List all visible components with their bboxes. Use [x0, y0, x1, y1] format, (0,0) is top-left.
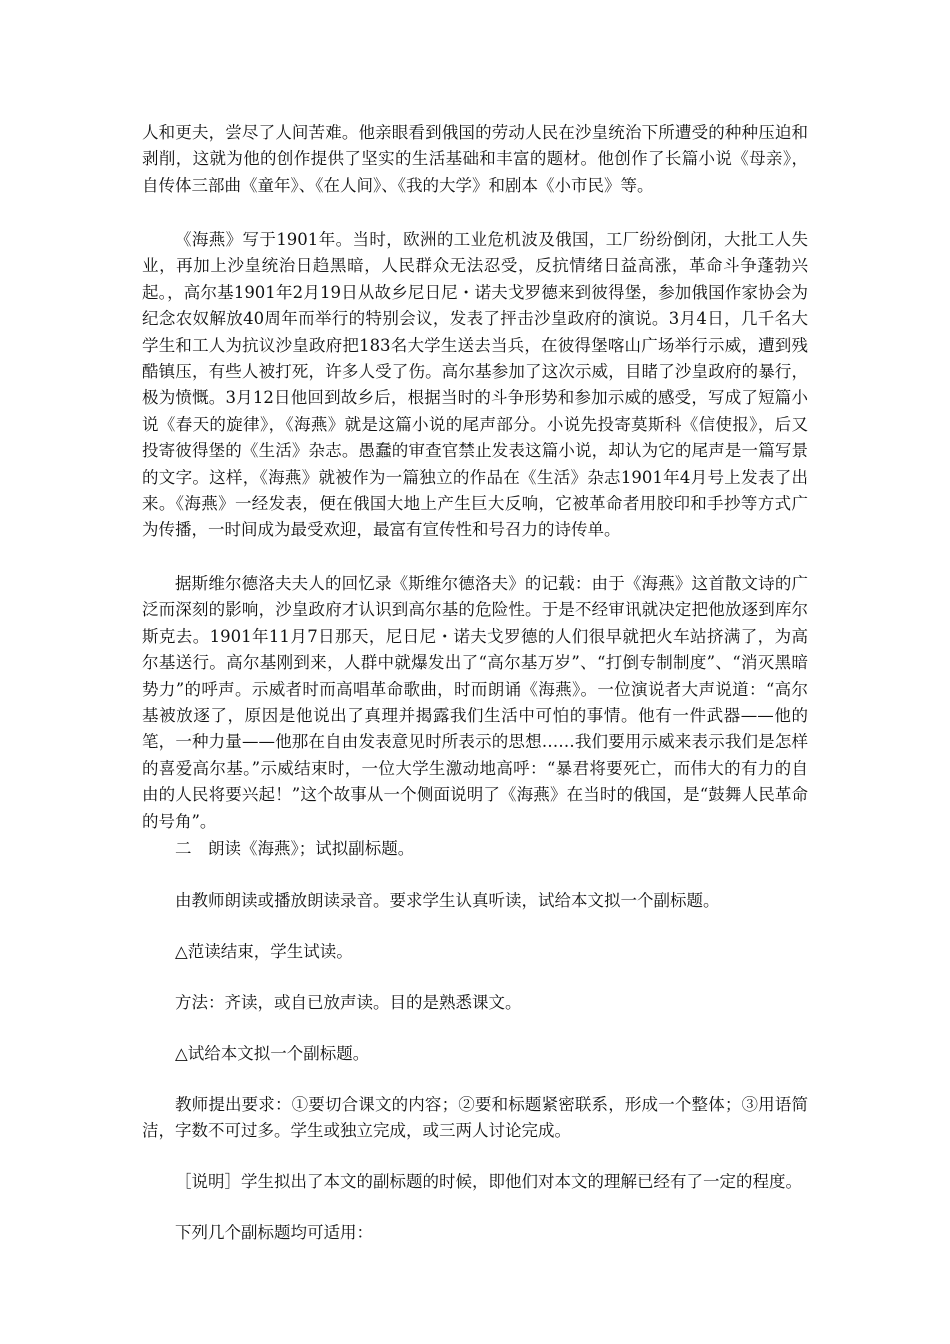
- paragraph-subtitle-task: △试给本文拟一个副标题。: [175, 1044, 370, 1063]
- paragraph-requirements: 教师提出要求：①要切合课文的内容；②要和标题紧密联系，形成一个整体；③用语简洁，字数不可过多。学生或独立完成，或三两人讨论完成。: [142, 1095, 808, 1141]
- paragraph-note: ［说明］学生拟出了本文的副标题的时候，即他们对本文的理解已经有了一定的程度。: [175, 1172, 802, 1191]
- section-heading-reading: 二 朗读《海燕》；试拟副标题。: [175, 839, 415, 858]
- paragraph-method: 方法：齐读，或自已放声读。目的是熟悉课文。: [175, 993, 522, 1012]
- paragraph-teacher-reading: 由教师朗读或播放朗读录音。要求学生认真听读，试给本文拟一个副标题。: [175, 891, 720, 910]
- paragraph-haiyan-writing: 《海燕》写于1901年。当时，欧洲的工业危机波及俄国，工厂纷纷倒闭，大批工人失业，再加上沙皇统治日趋黑暗，人民群众无法忍受，反抗情绪日益高涨，革命斗争蓬勃兴起。，高尔基1901年2月19日从故乡尼日尼・诺夫戈罗德来到彼得堡，参加俄国作家协会为纪念农奴解放40周年而举行的特别会议，发表了抨击沙皇政府的演说。3月4日，几千名大学生和工人为抗议沙皇政府把183名大学生送去当兵，在彼得堡喀山广场举行示威，遭到残酷镇压，有些人被打死，许多人受了伤。高尔基参加了这次示威，目睹了沙皇政府的暴行，极为愤慨。3月12日他回到故乡后，根据当时的斗争形势和参加示威的感受，写成了短篇小说《春天的旋律》，《海燕》就是这篇小说的尾声部分。小说先投寄莫斯科《信使报》，后又投寄彼得堡的《生活》杂志。愚蠢的审查官禁止发表这篇小说，却认为它的尾声是一篇写景的文字。这样，《海燕》就被作为一篇独立的作品在《生活》杂志1901年4月号上发表了出来。《海燕》一经发表，便在俄国大地上产生巨大反响，它被革命者用胶印和手抄等方式广为传播，一时间成为最受欢迎，最富有宣传性和号召力的诗传单。: [142, 230, 808, 540]
- paragraph-gorky-background: 人和更夫，尝尽了人间苦难。他亲眼看到俄国的劳动人民在沙皇统治下所遭受的种种压迫和剥削，这就为他的创作提供了坚实的生活基础和丰富的题材。他创作了长篇小说《母亲》，自传体三部曲《童年》、《在人间》、《我的大学》和剧本《小市民》等。: [142, 123, 808, 195]
- paragraph-sverdlova-memoir: 据斯维尔德洛夫夫人的回忆录《斯维尔德洛夫》的记载：由于《海燕》这首散文诗的广泛而深刻的影响，沙皇政府才认识到高尔基的危险性。于是不经审讯就决定把他放逐到库尔斯克去。1901年11月7日那天，尼日尼・诺夫戈罗德的人们很早就把火车站挤满了，为高尔基送行。高尔基刚到来，人群中就爆发出了“高尔基万岁”、“打倒专制制度”、“消灭黑暗势力”的呼声。示威者时而高唱革命歌曲，时而朗诵《海燕》。一位演说者大声说道：“高尔基被放逐了，原因是他说出了真理并揭露我们生活中可怕的事情。他有一件武器——他的笔，一种力量——他那在自由发表意见时所表示的思想……我们要用示威来表示我们是怎样的喜爱高尔基。”示威结束时，一位大学生激动地高呼：“暴君将要死亡，而伟大的有力的自由的人民将要兴起！”这个故事从一个侧面说明了《海燕》在当时的俄国，是“鼓舞人民革命的号角”。: [142, 574, 808, 831]
- paragraph-model-reading: △范读结束，学生试读。: [175, 942, 353, 961]
- paragraph-subtitles-intro: 下列几个副标题均可适用：: [175, 1223, 373, 1242]
